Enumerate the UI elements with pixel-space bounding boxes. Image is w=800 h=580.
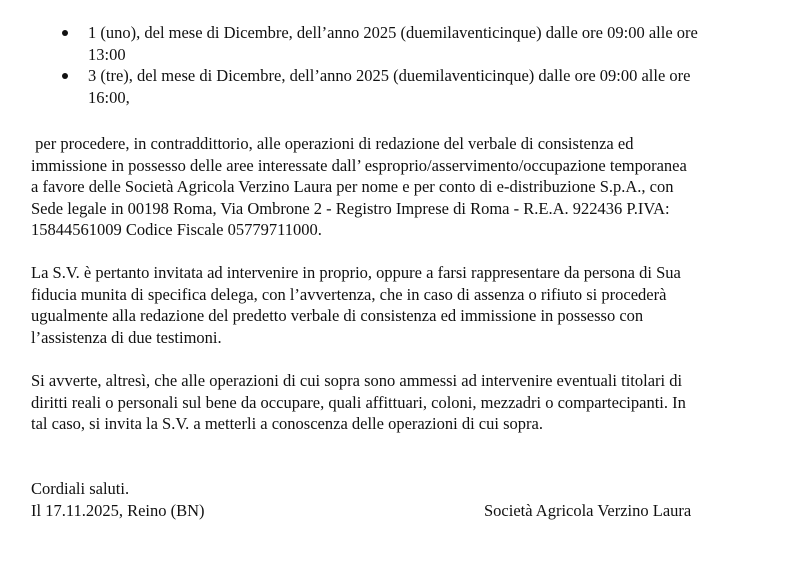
date-item [88, 65, 788, 108]
paragraph-line: Sede legale in 00198 Roma, Via Ombrone 2 - Registro Imprese di Roma - R.E.A. 922436 P.IVA: [31, 198, 670, 218]
date-line: 1 (uno), del mese di Dicembre, dell’anno 2025 (duemilaventicinque) dalle ore 09:00 alle ore [88, 23, 698, 42]
procedure-paragraph [31, 133, 776, 241]
paragraph-line: La S.V. è pertanto invitata ad intervenire in proprio, oppure a farsi rappresentare da persona di Sua [31, 263, 681, 282]
date-item [88, 22, 788, 65]
date-line: 13:00 [88, 44, 126, 64]
paragraph-line: 15844561009 Codice Fiscale 05779711000. [31, 220, 322, 239]
signature: Società Agricola Verzino Laura [484, 501, 692, 520]
paragraph-line: ugualmente alla redazione del predetto verbale di consistenza ed immissione in possesso con [31, 306, 644, 325]
closing-greeting: Cordiali saluti. [31, 479, 130, 498]
date-line: 3 (tre), del mese di Dicembre, dell’anno 2025 (duemilaventicinque) dalle ore 09:00 alle ore [88, 66, 691, 85]
paragraph-line: immissione in possesso delle aree interessate dall’ esproprio/asservimento/occupazione temporanea [31, 155, 687, 175]
invitation-paragraph [31, 262, 776, 348]
paragraph-line: per procedere, in contraddittorio, alle operazioni di redazione del verbale di consistenza ed [31, 134, 634, 153]
notice-paragraph [31, 370, 776, 435]
paragraph-line: a favore delle Società Agricola Verzino Laura per nome e per conto di e-distribuzione S.p.A., con [31, 177, 674, 196]
paragraph-line: l’assistenza di due testimoni. [31, 327, 222, 347]
paragraph-line: diritti reali o personali sul bene da occupare, quali affittuari, coloni, mezzadri o compartecipanti. In [31, 392, 686, 412]
paragraph-line: tal caso, si invita la S.V. a metterli a conoscenza delle operazioni di cui sopra. [31, 414, 543, 433]
date-list [88, 22, 788, 108]
date-line: 16:00, [88, 87, 130, 107]
paragraph-line: fiducia munita di specifica delega, con l’avvertenza, che in caso di assenza o rifiuto si procederà [31, 284, 667, 304]
place-date: Il 17.11.2025, Reino (BN) [31, 501, 205, 520]
paragraph-line: Si avverte, altresì, che alle operazioni di cui sopra sono ammessi ad intervenire eventuali titolari di [31, 371, 683, 390]
